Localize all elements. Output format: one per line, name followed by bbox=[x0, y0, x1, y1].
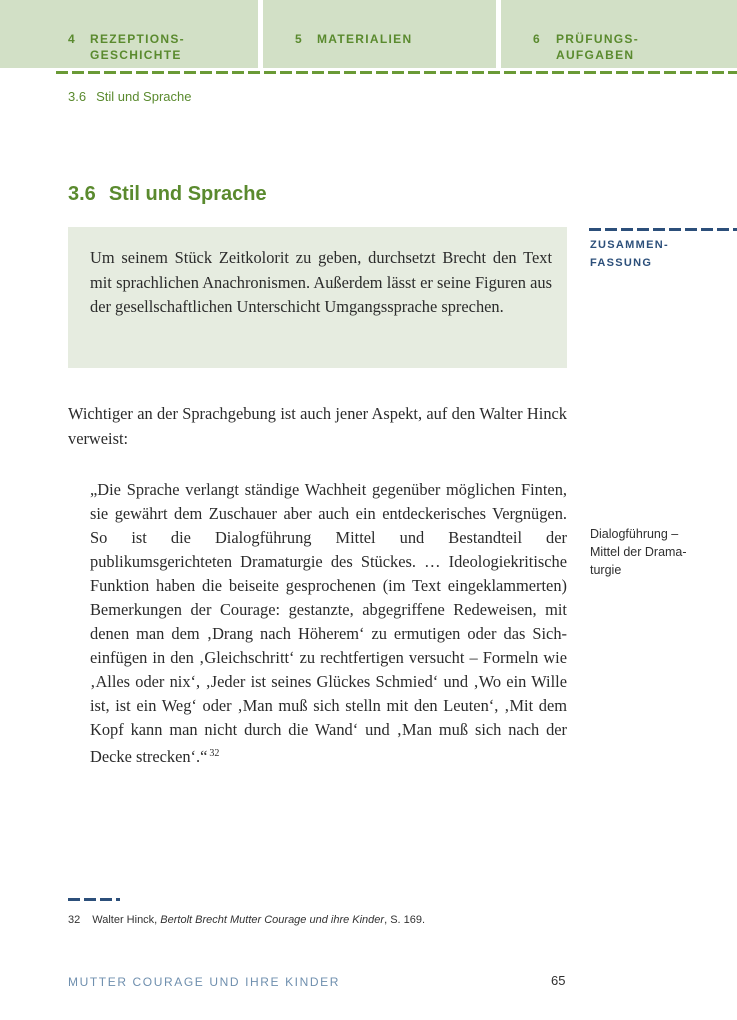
tab-label: PRÜFUNGS- AUFGABEN bbox=[556, 32, 640, 62]
header-divider bbox=[56, 71, 737, 74]
section-title: Stil und Sprache bbox=[108, 183, 267, 205]
page-number: 65 bbox=[551, 973, 566, 988]
breadcrumb-number: 3.6 bbox=[68, 89, 87, 104]
tab-label: REZEPTIONS- GESCHICHTE bbox=[90, 32, 185, 62]
margin-note bbox=[590, 525, 725, 579]
section-number: 3.6 bbox=[68, 183, 96, 205]
footnote-author: Walter Hinck, bbox=[92, 914, 161, 926]
intro-paragraph: Wichtiger an der Sprachgebung ist auch jener Aspekt, auf den Walter Hinck verweist: bbox=[68, 404, 567, 448]
breadcrumb bbox=[68, 89, 191, 104]
margin-note-line-2: Mittel der Drama- bbox=[590, 545, 687, 559]
footnote-work-title: Bertolt Brecht Mutter Courage und ihre Kinder bbox=[160, 914, 385, 926]
sidebar-divider bbox=[589, 228, 737, 231]
breadcrumb-title: Stil und Sprache bbox=[96, 89, 192, 104]
quote-text: „Die Sprache verlangt ständige Wachheit gegenüber möglichen Finten, sie gewährt dem Zuschauer aber auch ein entdeckerisches Vergnügen. So ist die Dialogführung Mittel und Bestandteil der publikumsgerichteten Dramaturgie des Stückes. … Ideologiekritische Funktion haben die beiseite gesprochenen (im Text eingeklammerten) Bemerkungen der Courage: gestanzte, abgegriffene Redeweisen, mit denen man dem ‚Drang nach Höherem‘ zu ermutigen oder das Sich-einfügen in den ‚Gleichschritt‘ zu rechtfertigen versucht – Formeln wie ‚Alles oder nix‘, ‚Jeder ist seines Glückes Schmied‘ und ‚Wo ein Wille ist, ist ein Weg‘ oder ‚Man muß sich stelln mit den Leuten‘, ‚Mit dem Kopf kann man nicht durch die Wand‘ und ‚Man muß sich nach der Decke strecken‘.“ bbox=[90, 480, 567, 766]
tab-materialien[interactable] bbox=[263, 0, 496, 68]
sidebar-summary-label bbox=[590, 236, 669, 272]
summary-box bbox=[68, 227, 567, 368]
margin-note-line-3: turgie bbox=[590, 563, 622, 577]
tab-number: 5 bbox=[295, 32, 303, 46]
tab-number: 4 bbox=[68, 32, 76, 46]
tab-pruefungsaufgaben[interactable] bbox=[501, 0, 737, 68]
tab-rezeptionsgeschichte[interactable] bbox=[0, 0, 258, 68]
footnote-divider bbox=[68, 898, 120, 901]
section-heading bbox=[68, 183, 267, 206]
footnote-pages: , S. 169. bbox=[384, 914, 426, 926]
footnote-reference[interactable]: 32 bbox=[209, 748, 220, 759]
block-quote bbox=[90, 478, 567, 769]
summary-text: Um seinem Stück Zeitkolorit zu geben, durchsetzt Brecht den Text mit sprachlichen Anachronismen. Außerdem lässt er seine Figuren aus der gesellschaftlichen Unterschicht Umgangssprache sprechen. bbox=[90, 248, 552, 316]
tab-label: MATERIALIEN bbox=[317, 32, 413, 46]
tab-number: 6 bbox=[533, 32, 541, 46]
footer-book-title: MUTTER COURAGE UND IHRE KINDER bbox=[68, 975, 341, 989]
chapter-tabs bbox=[0, 0, 737, 68]
footnote bbox=[68, 914, 425, 926]
footnote-number: 32 bbox=[68, 914, 81, 926]
sidebar-summary-label-line-2: FASSUNG bbox=[590, 257, 653, 269]
sidebar-summary-label-line-1: ZUSAMMEN- bbox=[590, 239, 669, 251]
margin-note-line-1: Dialogführung – bbox=[590, 527, 679, 541]
